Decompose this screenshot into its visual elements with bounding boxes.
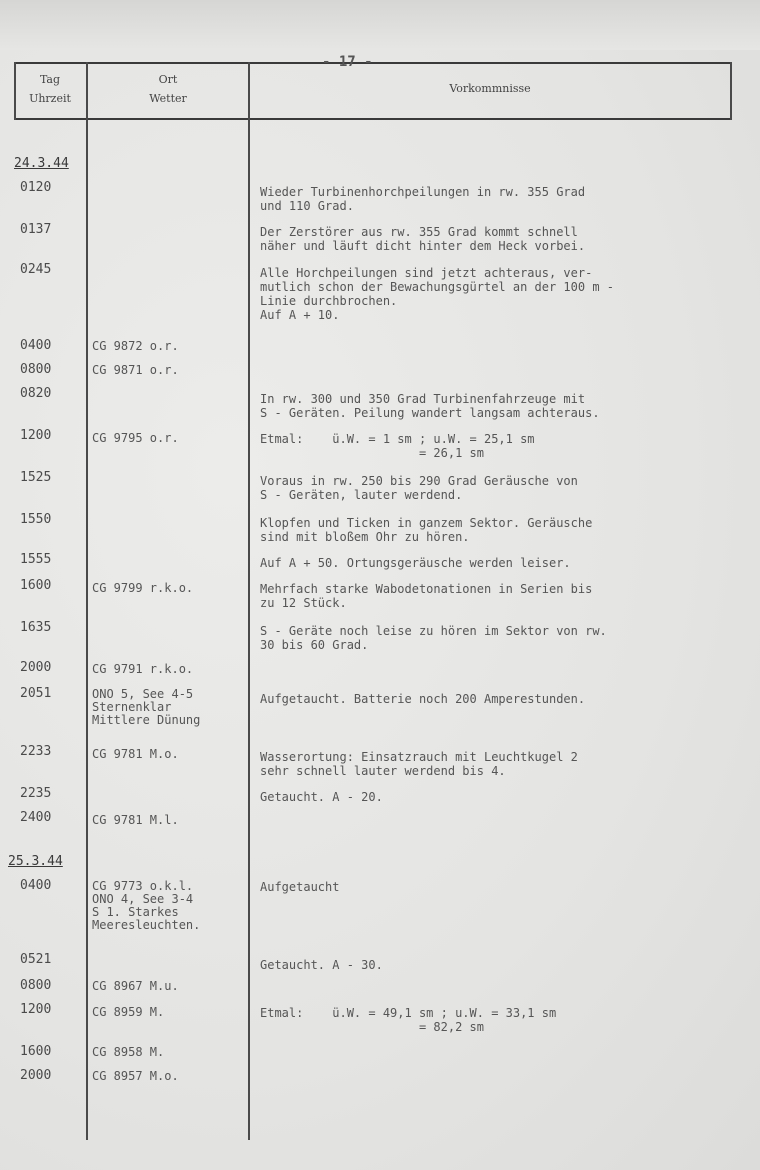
entry-event: Voraus in rw. 250 bis 290 Grad Geräusche von S - Geräten, lauter werdend.	[260, 474, 578, 502]
entry-event: Wasserortung: Einsatzrauch mit Leuchtkugel 2 sehr schnell lauter werdend bis 4.	[260, 750, 578, 778]
entry-event: Aufgetaucht. Batterie noch 200 Amperestunden.	[260, 692, 586, 706]
entry-ort: CG 9799 r.k.o.	[92, 581, 194, 595]
header-ort: Ort	[158, 73, 178, 86]
header-ort-wetter	[90, 70, 246, 108]
entry-time: 0800	[20, 978, 52, 993]
entry-event: Mehrfach starke Wabodetonationen in Serien bis zu 12 Stück.	[260, 582, 593, 610]
entry-time: 2051	[20, 686, 52, 701]
entry-event: S - Geräte noch leise zu hören im Sektor von rw. 30 bis 60 Grad.	[260, 624, 607, 652]
date-24-3-44: 24.3.44	[14, 156, 69, 171]
entry-time: 0400	[20, 338, 52, 353]
entry-ort: CG 9872 o.r.	[92, 339, 179, 353]
entry-event: Aufgetaucht	[260, 880, 340, 894]
entry-time: 1600	[20, 1044, 52, 1059]
header-uhrzeit: Uhrzeit	[29, 92, 71, 105]
entry-time: 1200	[20, 1002, 52, 1017]
entry-time: 0521	[20, 952, 52, 967]
entry-ort: CG 8967 M.u.	[92, 979, 179, 993]
entry-time: 0137	[20, 222, 52, 237]
entry-ort: CG 9773 o.k.l. ONO 4, See 3-4 S 1. Starkes Meeresleuchten.	[92, 879, 201, 932]
entry-event: Der Zerstörer aus rw. 355 Grad kommt schnell näher und läuft dicht hinter dem Heck vorbei.	[260, 225, 586, 253]
scan-top-shadow	[0, 0, 760, 50]
entry-time: 1555	[20, 552, 52, 567]
entry-event: Auf A + 50. Ortungsgeräusche werden leiser.	[260, 556, 571, 570]
column-divider-2	[248, 62, 250, 1140]
entry-ort: CG 8958 M.	[92, 1045, 165, 1059]
entry-event: Klopfen und Ticken in ganzem Sektor. Geräusche sind mit bloßem Ohr zu hören.	[260, 516, 593, 544]
entry-ort: CG 9781 M.o.	[92, 747, 179, 761]
entry-ort: CG 9781 M.l.	[92, 813, 179, 827]
header-vorkommnisse: Vorkommnisse	[449, 82, 531, 95]
header-bottom-border	[14, 118, 732, 120]
entry-ort: ONO 5, See 4-5 Sternenklar Mittlere Dünung	[92, 687, 201, 727]
entry-time: 0820	[20, 386, 52, 401]
entry-ort: CG 8959 M.	[92, 1005, 165, 1019]
entry-time: 2235	[20, 786, 52, 801]
entry-time: 1200	[20, 428, 52, 443]
entry-event: Wieder Turbinenhorchpeilungen in rw. 355 Grad und 110 Grad.	[260, 185, 586, 213]
entry-time: 2233	[20, 744, 52, 759]
entry-event: Alle Horchpeilungen sind jetzt achteraus, ver- mutlich schon der Bewachungsgürtel an der 100 m - Linie durchbrochen. Auf A + 10.	[260, 266, 615, 322]
entry-time: 0800	[20, 362, 52, 377]
header-wetter: Wetter	[149, 92, 187, 105]
entry-event: Etmal: ü.W. = 1 sm ; u.W. = 25,1 sm = 26,1 sm	[260, 432, 535, 460]
column-divider-1	[86, 62, 88, 1140]
entry-event: In rw. 300 und 350 Grad Turbinenfahrzeuge mit S - Geräten. Peilung wandert langsam achteraus.	[260, 392, 600, 420]
entry-time: 0400	[20, 878, 52, 893]
entry-time: 1635	[20, 620, 52, 635]
entry-ort: CG 9871 o.r.	[92, 363, 179, 377]
entry-time: 1525	[20, 470, 52, 485]
right-border	[730, 62, 732, 120]
entry-time: 0245	[20, 262, 52, 277]
entry-ort: CG 9795 o.r.	[92, 431, 179, 445]
header-tag-uhrzeit	[16, 70, 84, 108]
entry-event: Getaucht. A - 20.	[260, 790, 383, 804]
entry-ort: CG 9791 r.k.o.	[92, 662, 194, 676]
entry-time: 2400	[20, 810, 52, 825]
header-tag: Tag	[39, 73, 61, 86]
entry-time: 1600	[20, 578, 52, 593]
entry-time: 2000	[20, 660, 52, 675]
entry-time: 1550	[20, 512, 52, 527]
page-number: - 17 -	[322, 54, 373, 70]
entry-time: 0120	[20, 180, 52, 195]
entry-ort: CG 8957 M.o.	[92, 1069, 179, 1083]
table-top-border	[14, 62, 732, 64]
entry-event: Etmal: ü.W. = 49,1 sm ; u.W. = 33,1 sm = 82,2 sm	[260, 1006, 557, 1034]
entry-event: Getaucht. A - 30.	[260, 958, 383, 972]
date-25-3-44: 25.3.44	[8, 854, 63, 869]
entry-time: 2000	[20, 1068, 52, 1083]
